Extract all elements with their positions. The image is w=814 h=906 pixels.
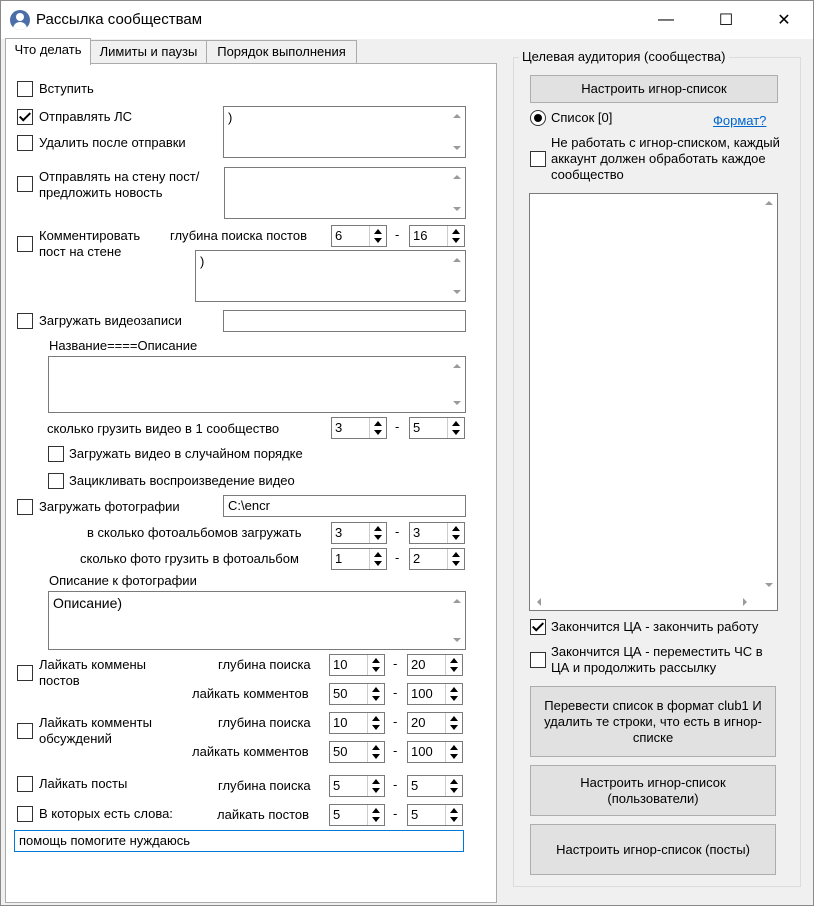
photo-desc-label: Описание к фотографии [49, 573, 197, 588]
likes-comments-label: лайкать комментов [192, 744, 309, 759]
words-input[interactable] [14, 830, 464, 852]
comment-depth-max-value: 16 [413, 228, 428, 243]
target-list-hscroll[interactable] [530, 594, 777, 610]
wall-post-scrollbar[interactable] [449, 168, 465, 218]
search-depth-label: глубина поиска [218, 778, 311, 793]
words-value: помощь помогите нуждаюсь [19, 833, 190, 848]
lpc-depth-max-value: 20 [411, 657, 426, 672]
dash: - [393, 806, 398, 821]
photo-desc-text-area[interactable] [48, 591, 466, 650]
list-radio[interactable] [530, 110, 546, 126]
albums-max-value: 3 [413, 525, 421, 540]
like-discussion-comments-label: Лайкать комменты обсуждений [39, 715, 152, 746]
comment-depth-max[interactable] [409, 225, 465, 247]
minimize-button[interactable]: — [658, 11, 674, 28]
lp-likes-max[interactable] [407, 804, 463, 826]
photo-desc-text: Описание) [53, 595, 123, 611]
spin-arrows[interactable] [369, 523, 386, 543]
window-title: Рассылка сообществам [36, 11, 203, 28]
like-post-comments-checkbox[interactable] [17, 665, 33, 681]
ldc-depth-max[interactable] [407, 712, 463, 734]
no-ignore-checkbox[interactable] [530, 151, 546, 167]
photos-max-value: 2 [413, 551, 421, 566]
ignore-posts-button[interactable]: Настроить игнор-список (посты) [530, 824, 776, 875]
lp-depth-max-value: 5 [411, 778, 419, 793]
video-desc-scrollbar[interactable] [449, 357, 465, 412]
wall-post-text-area[interactable] [224, 167, 466, 219]
close-button[interactable]: ✕ [777, 12, 791, 29]
tab-panel [5, 63, 497, 903]
with-words-checkbox[interactable] [17, 806, 33, 822]
video-path-input[interactable] [223, 310, 466, 332]
comment-depth-min-value: 6 [335, 228, 343, 243]
ignore-users-button[interactable]: Настроить игнор-список (пользователи) [530, 765, 776, 816]
albums-count-label: в сколько фотоальбомов загружать [87, 525, 302, 540]
comment-text: ) [200, 254, 205, 269]
join-checkbox[interactable] [17, 81, 33, 97]
lpc-likes-max-value: 100 [411, 686, 433, 701]
with-words-label: В которых есть слова: [39, 806, 173, 821]
tab-limits-pauses[interactable]: Лимиты и паузы [90, 40, 207, 63]
lpc-likes-min[interactable] [329, 683, 385, 705]
video-loop-checkbox[interactable] [48, 473, 64, 489]
spin-arrows[interactable] [445, 805, 462, 825]
spin-arrows[interactable] [367, 742, 384, 762]
search-depth-label: глубина поиска [218, 657, 311, 672]
dash: - [393, 656, 398, 671]
list-label: Список [0] [551, 110, 613, 125]
pm-text-area[interactable] [223, 106, 466, 158]
video-random-label: Загружать видео в случайном порядке [69, 446, 303, 461]
likes-comments-label: лайкать комментов [192, 686, 309, 701]
dash: - [395, 524, 400, 539]
like-posts-checkbox[interactable] [17, 776, 33, 792]
dash: - [395, 419, 400, 434]
photo-path-input[interactable] [223, 495, 466, 517]
join-label: Вступить [39, 81, 94, 96]
spin-arrows[interactable] [445, 742, 462, 762]
ldc-likes-min[interactable] [329, 741, 385, 763]
spin-arrows[interactable] [367, 713, 384, 733]
delete-after-checkbox[interactable] [17, 135, 33, 151]
target-list-vscroll[interactable] [761, 194, 777, 594]
maximize-button[interactable]: ☐ [718, 12, 734, 29]
comment-depth-min[interactable] [331, 225, 387, 247]
lp-depth-max[interactable] [407, 775, 463, 797]
photos-min-value: 1 [335, 551, 343, 566]
lp-likes-min-value: 5 [333, 807, 341, 822]
spin-arrows[interactable] [447, 523, 464, 543]
upload-photos-label: Загружать фотографии [39, 499, 180, 514]
video-random-checkbox[interactable] [48, 446, 64, 462]
spin-arrows[interactable] [367, 655, 384, 675]
spin-arrows[interactable] [369, 418, 386, 438]
ldc-likes-max-value: 100 [411, 744, 433, 759]
albums-min-value: 3 [335, 525, 343, 540]
tab-what-to-do[interactable]: Что делать [5, 38, 91, 65]
dash: - [393, 777, 398, 792]
lp-likes-max-value: 5 [411, 807, 419, 822]
albums-min[interactable] [331, 522, 387, 544]
spin-arrows[interactable] [447, 226, 464, 246]
format-link[interactable]: Формат? [713, 113, 767, 128]
ldc-depth-min-value: 10 [333, 715, 348, 730]
spin-arrows[interactable] [445, 713, 462, 733]
user-icon [10, 10, 30, 30]
comment-scrollbar[interactable] [449, 251, 465, 301]
albums-max[interactable] [409, 522, 465, 544]
convert-list-button[interactable]: Перевести список в формат club1 И удалить те строки, что есть в игнор-списке [530, 686, 776, 757]
target-audience-title: Целевая аудитория (сообщества) [519, 49, 729, 65]
like-posts-label: Лайкать посты [39, 776, 128, 791]
like-discussion-comments-checkbox[interactable] [17, 723, 33, 739]
spin-arrows[interactable] [369, 226, 386, 246]
move-blacklist-label: Закончится ЦА - переместить ЧС в ЦА и продолжить рассылку [551, 644, 763, 675]
ldc-likes-min-value: 50 [333, 744, 348, 759]
photo-desc-scrollbar[interactable] [449, 592, 465, 649]
lpc-depth-min-value: 10 [333, 657, 348, 672]
photos-per-album-label: сколько фото грузить в фотоальбом [80, 551, 299, 566]
dash: - [393, 685, 398, 700]
videos-max[interactable] [409, 417, 465, 439]
dash: - [395, 227, 400, 242]
videos-max-value: 5 [413, 420, 421, 435]
videos-per-community-label: сколько грузить видео в 1 сообщество [47, 421, 280, 436]
photos-min[interactable] [331, 548, 387, 570]
spin-arrows[interactable] [367, 776, 384, 796]
lp-depth-min-value: 5 [333, 778, 341, 793]
spin-arrows[interactable] [445, 684, 462, 704]
move-blacklist-checkbox[interactable] [530, 652, 546, 668]
spin-arrows[interactable] [447, 549, 464, 569]
send-pm-label: Отправлять ЛС [39, 109, 133, 124]
target-list[interactable] [529, 193, 778, 611]
lpc-depth-min[interactable] [329, 654, 385, 676]
delete-after-label: Удалить после отправки [39, 135, 186, 150]
send-pm-checkbox[interactable] [17, 109, 33, 125]
videos-min-value: 3 [335, 420, 343, 435]
lpc-depth-max[interactable] [407, 654, 463, 676]
comment-wall-label: Комментировать пост на стене [39, 228, 141, 259]
dash: - [393, 743, 398, 758]
comment-text-area[interactable] [195, 250, 466, 302]
spin-arrows[interactable] [445, 776, 462, 796]
dash: - [395, 550, 400, 565]
videos-min[interactable] [331, 417, 387, 439]
spin-arrows[interactable] [367, 805, 384, 825]
dash: - [393, 714, 398, 729]
pm-text: ) [228, 110, 233, 125]
title-bar [1, 1, 813, 39]
finish-on-end-checkbox[interactable] [530, 619, 546, 635]
setup-ignore-button[interactable]: Настроить игнор-список [530, 75, 778, 103]
likes-posts-label: лайкать постов [217, 807, 310, 822]
wall-post-label: Отправлять на стену пост/предложить новость [39, 169, 200, 200]
pm-scrollbar[interactable] [449, 107, 465, 157]
upload-video-label: Загружать видеозаписи [39, 313, 182, 328]
finish-on-end-label: Закончится ЦА - закончить работу [551, 619, 759, 634]
photo-path-value: C:\encr [228, 498, 270, 513]
search-depth-posts-label: глубина поиска постов [170, 228, 307, 243]
ldc-likes-max[interactable] [407, 741, 463, 763]
upload-video-checkbox[interactable] [17, 313, 33, 329]
lp-depth-min[interactable] [329, 775, 385, 797]
spin-arrows[interactable] [445, 655, 462, 675]
comment-wall-checkbox[interactable] [17, 236, 33, 252]
lpc-likes-max[interactable] [407, 683, 463, 705]
lpc-likes-min-value: 50 [333, 686, 348, 701]
ldc-depth-min[interactable] [329, 712, 385, 734]
video-loop-label: Зацикливать воспроизведение видео [69, 473, 295, 488]
tab-execution-order[interactable]: Порядок выполнения [206, 40, 357, 63]
ldc-depth-max-value: 20 [411, 715, 426, 730]
no-ignore-label: Не работать с игнор-списком, каждый аккаунт должен обработать каждое сообщество [551, 135, 780, 182]
lp-likes-min[interactable] [329, 804, 385, 826]
like-post-comments-label: Лайкать коммены постов [39, 657, 146, 688]
upload-photos-checkbox[interactable] [17, 499, 33, 515]
spin-arrows[interactable] [367, 684, 384, 704]
photos-max[interactable] [409, 548, 465, 570]
spin-arrows[interactable] [447, 418, 464, 438]
video-desc-text-area[interactable] [48, 356, 466, 413]
search-depth-label: глубина поиска [218, 715, 311, 730]
spin-arrows[interactable] [369, 549, 386, 569]
video-title-desc-label: Название====Описание [49, 338, 198, 353]
wall-post-checkbox[interactable] [17, 176, 33, 192]
